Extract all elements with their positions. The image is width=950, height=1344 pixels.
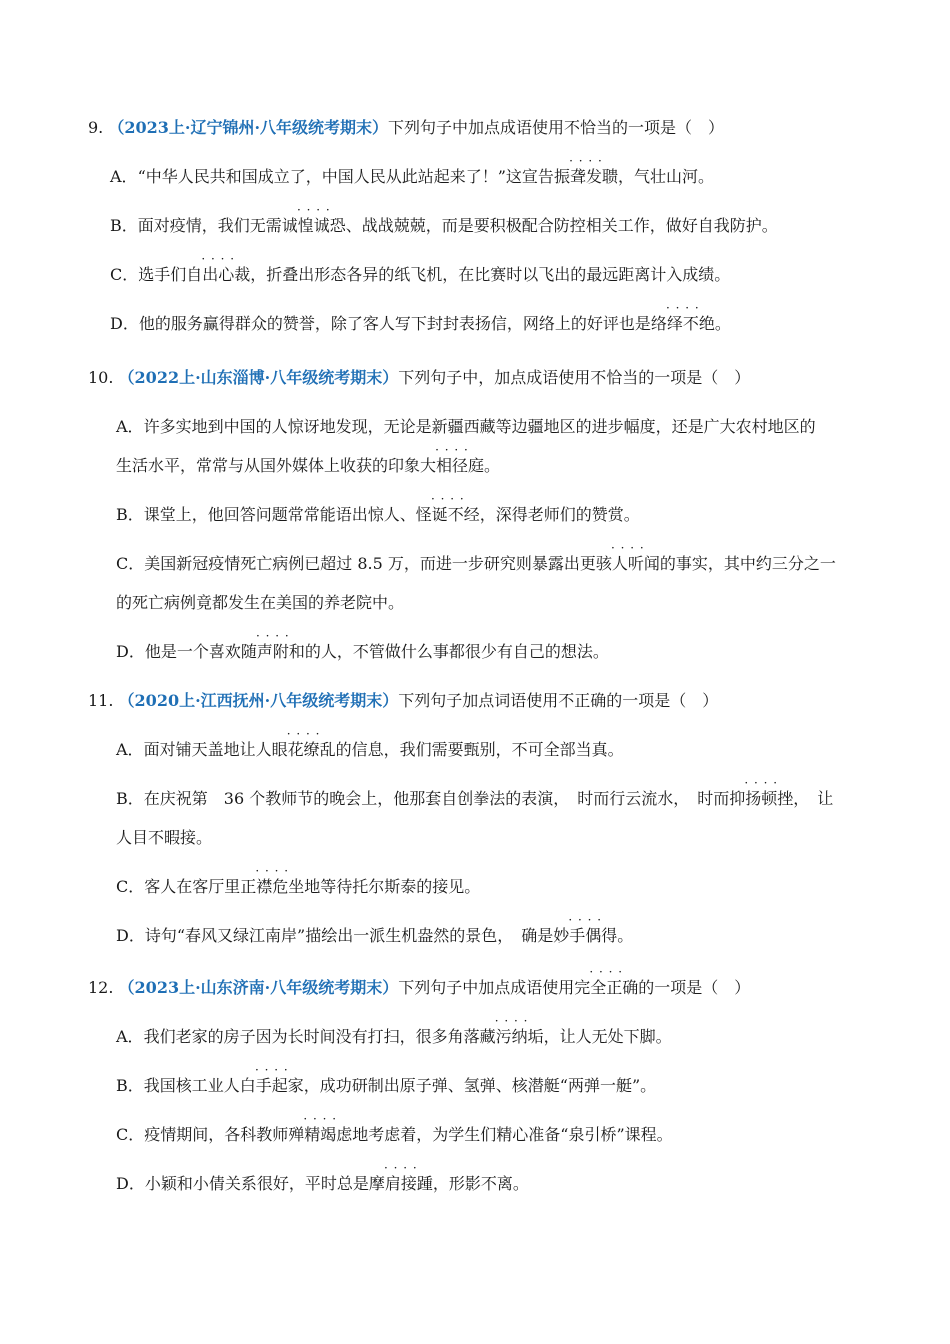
option-continuation bbox=[116, 828, 868, 848]
dotted-phrase: · · · · 完全正确 bbox=[574, 978, 638, 997]
dotted-idiom: · · · · 白手起家 bbox=[240, 1076, 304, 1095]
dotted-idiom: · · · · 眼花缭乱 bbox=[272, 740, 336, 759]
option-label: C． bbox=[116, 554, 145, 573]
option-text: 。 bbox=[617, 926, 634, 945]
option-text: 。 bbox=[484, 456, 501, 475]
question-text: 下列句子中加点成语使用 bbox=[398, 978, 575, 997]
option-d bbox=[116, 926, 868, 946]
dotted-idiom: · · · · 骇人听闻 bbox=[596, 554, 660, 573]
option-c bbox=[116, 554, 868, 613]
dotted-idiom: · · · · 抑扬顿挫 bbox=[729, 789, 793, 808]
dotted-idiom: · · · · 妙手偶得 bbox=[553, 926, 617, 945]
option-label: B． bbox=[116, 789, 144, 808]
option-label: D． bbox=[110, 314, 139, 333]
option-text: 的信息，我们需要甄别，不可全部当真。 bbox=[335, 740, 624, 759]
option-label: A． bbox=[116, 1027, 144, 1046]
option-b bbox=[116, 1076, 868, 1096]
option-label: A． bbox=[116, 740, 144, 759]
option-label: B． bbox=[110, 216, 138, 235]
question-number: 11. bbox=[88, 691, 114, 710]
option-text: 生活水平，常常与从国外媒体上收获的印象 bbox=[116, 456, 421, 475]
option-c bbox=[116, 877, 868, 897]
option-text: 他的服务赢得群众的赞誉，除了客人写下封封表扬信，网络上的好评也是 bbox=[138, 314, 651, 333]
option-c bbox=[110, 265, 868, 285]
option-b bbox=[110, 216, 868, 236]
question-text: 下列句子加点词语使用不正确的一项是（ ） bbox=[398, 691, 719, 710]
question-12 bbox=[88, 978, 868, 1194]
option-text: 地考虑着，为学生们精心准备“泉引桥”课程。 bbox=[352, 1125, 673, 1144]
option-text: 诗句“春风又绿江南岸”描绘出一派生机盎然的景色， 确是 bbox=[144, 926, 554, 945]
option-text: 我国核工业人 bbox=[143, 1076, 240, 1095]
option-text: ，折叠出形态各异的纸飞机，在比赛时以飞出的最远距离计入成绩。 bbox=[250, 265, 731, 284]
option-label: D． bbox=[116, 1174, 145, 1193]
option-b bbox=[116, 789, 868, 848]
option-text: 他是一个喜欢 bbox=[144, 642, 241, 661]
question-number: 9. bbox=[88, 118, 104, 137]
option-label: D． bbox=[116, 926, 145, 945]
option-a bbox=[116, 1027, 868, 1047]
question-source: （2022上·山东淄博·八年级统考期末） bbox=[118, 368, 399, 387]
question-10 bbox=[88, 368, 868, 662]
option-a bbox=[116, 417, 868, 476]
question-source: （2023上·辽宁锦州·八年级统考期末） bbox=[108, 118, 389, 137]
option-text: 人目不暇接。 bbox=[116, 828, 213, 847]
option-label: A． bbox=[110, 167, 138, 186]
question-source: （2020上·江西抚州·八年级统考期末） bbox=[118, 691, 399, 710]
question-stem bbox=[88, 691, 868, 711]
option-text: ， 让 bbox=[793, 789, 834, 808]
option-a bbox=[110, 167, 868, 187]
option-a bbox=[116, 740, 868, 760]
option-label: C． bbox=[116, 877, 145, 896]
option-label: C． bbox=[110, 265, 139, 284]
option-label: B． bbox=[116, 1076, 144, 1095]
dotted-idiom: · · · · 振聋发聩 bbox=[554, 167, 618, 186]
dotted-idiom: · · · · 殚精竭虑 bbox=[288, 1125, 352, 1144]
option-text: 的人，不管做什么事都很少有自己的想法。 bbox=[304, 642, 609, 661]
option-d bbox=[116, 1174, 868, 1194]
dotted-idiom: · · · · 大相径庭 bbox=[420, 456, 484, 475]
dotted-idiom: · · · · 诚惶诚恐 bbox=[282, 216, 346, 235]
option-text: 面对铺天盖地让人 bbox=[143, 740, 272, 759]
dotted-idiom: · · · · 自出心裁 bbox=[186, 265, 250, 284]
question-stem bbox=[88, 118, 868, 138]
option-text: ，气壮山河。 bbox=[617, 167, 714, 186]
option-text: 的死亡病例竟都发生在美国的养老院中。 bbox=[116, 593, 405, 612]
option-text: “中华人民共和国成立了，中国人民从此站起来了！”这宣告 bbox=[137, 167, 554, 186]
question-source: （2023上·山东济南·八年级统考期末） bbox=[118, 978, 399, 997]
question-number: 12. bbox=[88, 978, 114, 997]
option-d bbox=[116, 642, 868, 662]
option-continuation bbox=[116, 456, 868, 476]
option-text: 疫情期间，各科教师 bbox=[144, 1125, 289, 1144]
dotted-idiom: · · · · 摩肩接踵 bbox=[369, 1174, 433, 1193]
option-text: 在庆祝第 36 个教师节的晚会上，他那套自创拳法的表演， 时而行云流水， 时而 bbox=[143, 789, 730, 808]
dotted-idiom: · · · · 络绎不绝 bbox=[651, 314, 715, 333]
option-text: 选手们 bbox=[138, 265, 187, 284]
option-label: A． bbox=[116, 417, 144, 436]
question-text: 下列句子中加点成语使用不恰当的一项是（ ） bbox=[388, 118, 725, 137]
option-text: 课堂上，他回答问题常常能语出惊人、 bbox=[143, 505, 416, 524]
option-text: 许多实地到中国的人惊讶地发现，无论是新疆西藏等边疆地区的进步幅度，还是广大农村地区的 bbox=[143, 417, 816, 436]
question-9 bbox=[88, 118, 868, 334]
option-b bbox=[116, 505, 868, 525]
option-text: ，形影不离。 bbox=[432, 1174, 529, 1193]
option-text: 、战战兢兢，而是要积极配合防控相关工作，做好自我防护。 bbox=[345, 216, 778, 235]
question-stem bbox=[88, 978, 868, 998]
option-text: ，深得老师们的赞赏。 bbox=[479, 505, 640, 524]
option-text: 地等待托尔斯泰的接见。 bbox=[304, 877, 481, 896]
question-text: 下列句子中，加点成语使用不恰当的一项是（ ） bbox=[398, 368, 751, 387]
option-continuation bbox=[116, 593, 868, 613]
dotted-idiom: · · · · 随声附和 bbox=[241, 642, 305, 661]
option-label: D． bbox=[116, 642, 145, 661]
option-text: 我们老家的房子因为长时间没有打扫，很多角落 bbox=[143, 1027, 480, 1046]
option-label: C． bbox=[116, 1125, 145, 1144]
option-text: 。 bbox=[714, 314, 731, 333]
option-text: 美国新冠疫情死亡病例已超过 8.5 万，而进一步研究则暴露出更 bbox=[144, 554, 596, 573]
option-d bbox=[110, 314, 868, 334]
option-text: 客人在客厅里 bbox=[144, 877, 241, 896]
option-text: 小颖和小倩关系很好，平时总是 bbox=[144, 1174, 369, 1193]
question-text: 的一项是（ ） bbox=[638, 978, 751, 997]
dotted-idiom: · · · · 藏污纳垢 bbox=[480, 1027, 544, 1046]
option-label: B． bbox=[116, 505, 144, 524]
dotted-idiom: · · · · 怪诞不经 bbox=[416, 505, 480, 524]
option-text: 面对疫情，我们无需 bbox=[137, 216, 282, 235]
dotted-idiom: · · · · 正襟危坐 bbox=[240, 877, 304, 896]
question-stem bbox=[88, 368, 868, 388]
question-number: 10. bbox=[88, 368, 114, 387]
question-11 bbox=[88, 691, 868, 946]
option-text: ，让人无处下脚。 bbox=[543, 1027, 672, 1046]
option-text: ，成功研制出原子弹、氢弹、核潜艇“两弹一艇”。 bbox=[303, 1076, 657, 1095]
option-c bbox=[116, 1125, 868, 1145]
option-text: 的事实，其中约三分之一 bbox=[659, 554, 836, 573]
